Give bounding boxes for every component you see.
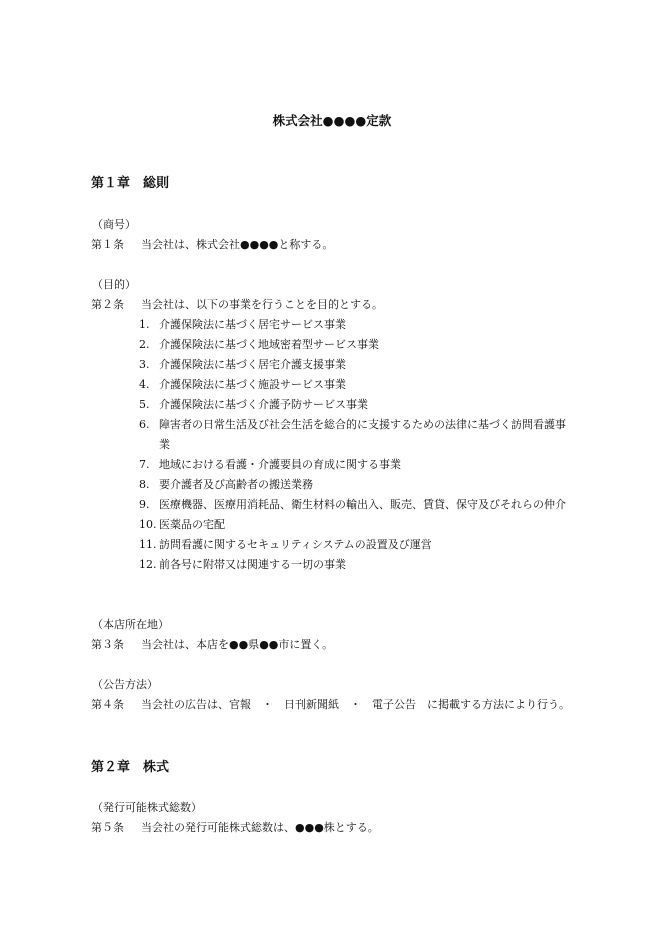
list-item (139, 355, 571, 375)
article-3-text: 当会社は、本店を●●県●●市に置く。 (141, 638, 334, 651)
article-5-number: 第５条 (91, 821, 124, 834)
item-number: 9. (139, 498, 150, 511)
item-text: 前各号に附帯又は関連する一切の事業 (159, 558, 346, 571)
item-text: 医薬品の宅配 (159, 518, 225, 531)
list-item (139, 495, 571, 515)
item-text: 介護保険法に基づく地域密着型サービス事業 (159, 338, 379, 351)
list-item (139, 475, 571, 495)
article-2-item-list (139, 315, 571, 575)
article-4 (91, 695, 571, 715)
list-item (139, 515, 571, 535)
article-3 (91, 635, 571, 655)
list-item (139, 315, 571, 335)
item-number: 11. (139, 538, 157, 551)
article-4-caption: （公告方法） (92, 678, 158, 691)
article-4-number: 第４条 (91, 698, 124, 711)
list-item (139, 555, 571, 575)
article-2 (91, 295, 571, 315)
item-text: 障害者の日常生活及び社会生活を総合的に支援するための法律に基づく訪問看護事業 (159, 418, 566, 451)
article-5-caption: （発行可能株式総数） (92, 801, 202, 814)
chapter-1-heading: 第１章 総則 (91, 176, 170, 191)
list-item (139, 375, 571, 395)
document-title: 株式会社●●●●定款 (272, 113, 392, 128)
item-text: 介護保険法に基づく居宅サービス事業 (159, 318, 346, 331)
item-number: 8. (139, 478, 150, 491)
item-number: 6. (139, 418, 150, 431)
item-number: 3. (139, 358, 150, 371)
item-text: 医療機器、医療用消耗品、衛生材料の輸出入、販売、賃貸、保守及びそれらの仲介 (159, 498, 566, 511)
list-item (139, 535, 571, 555)
article-5-text: 当会社の発行可能株式総数は、●●●株とする。 (141, 821, 379, 834)
item-text: 介護保険法に基づく施設サービス事業 (159, 378, 346, 391)
item-number: 2. (139, 338, 150, 351)
item-number: 4. (139, 378, 150, 391)
item-text: 介護保険法に基づく居宅介護支援事業 (159, 358, 346, 371)
item-text: 介護保険法に基づく介護予防サービス事業 (159, 398, 368, 411)
article-3-caption: （本店所在地） (92, 618, 169, 631)
item-number: 5. (139, 398, 150, 411)
article-1-caption: （商号） (92, 218, 136, 231)
item-number: 7. (139, 458, 150, 471)
article-4-text: 当会社の広告は、官報 ・ 日刊新聞紙 ・ 電子公告 に掲載する方法により行う。 (141, 698, 570, 711)
article-5 (91, 818, 571, 838)
item-text: 要介護者及び高齢者の搬送業務 (159, 478, 313, 491)
item-text: 地域における看護・介護要員の育成に関する事業 (159, 458, 401, 471)
article-2-number: 第２条 (91, 298, 124, 311)
item-number: 12. (139, 558, 157, 571)
item-number: 10. (139, 518, 157, 531)
article-1-number: 第１条 (91, 238, 124, 251)
list-item (139, 415, 571, 455)
item-number: 1. (139, 318, 150, 331)
chapter-2-heading: 第２章 株式 (91, 760, 170, 775)
list-item (139, 455, 571, 475)
list-item (139, 395, 571, 415)
item-text: 訪問看護に関するセキュリティシステムの設置及び運営 (159, 538, 432, 551)
list-item (139, 335, 571, 355)
article-2-caption: （目的） (92, 278, 136, 291)
article-3-number: 第３条 (91, 638, 124, 651)
article-1 (91, 235, 571, 255)
article-1-text: 当会社は、株式会社●●●●と称する。 (141, 238, 334, 251)
article-2-text: 当会社は、以下の事業を行うことを目的とする。 (141, 298, 383, 311)
